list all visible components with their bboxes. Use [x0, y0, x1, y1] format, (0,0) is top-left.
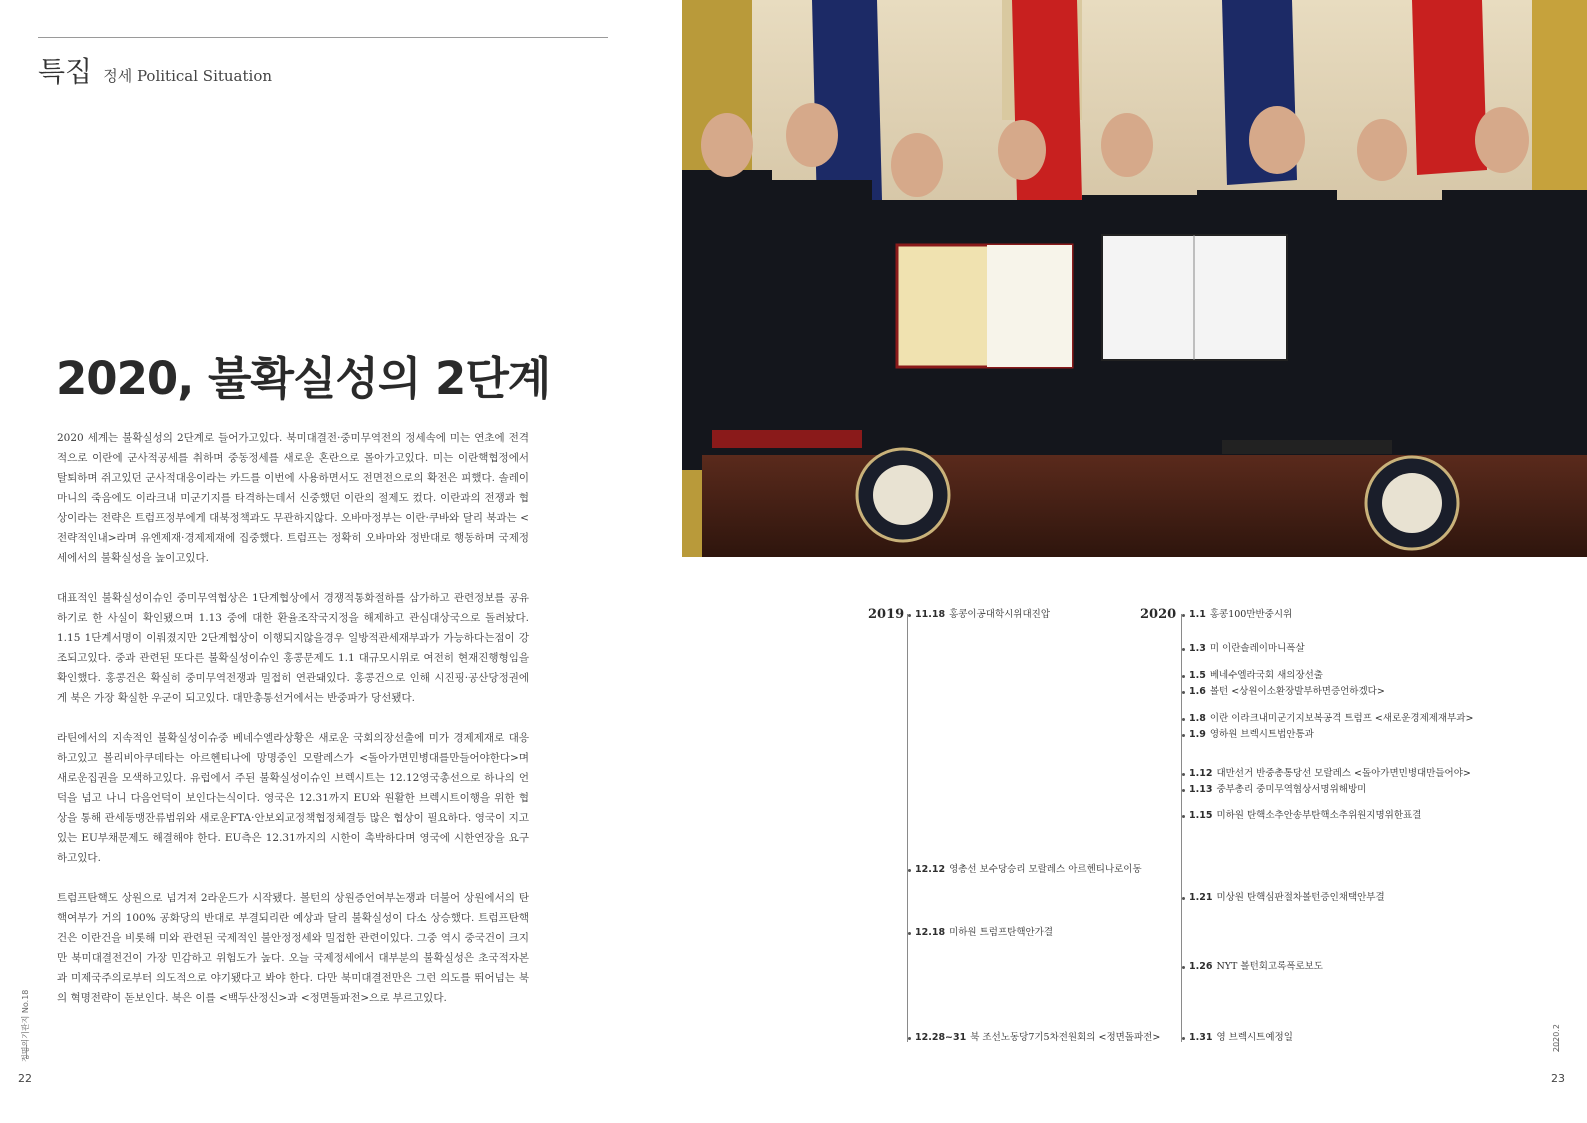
event-text: 미하원 탄핵소추안송부탄핵소추위원지명위한표결	[1216, 810, 1422, 821]
event-date: 1.15	[1189, 810, 1213, 821]
header-rule	[38, 37, 608, 38]
timeline-event-2020	[1189, 784, 1366, 796]
event-date: 12.12	[915, 864, 946, 875]
event-date: 1.1	[1189, 609, 1206, 620]
timeline-event-2020	[1189, 810, 1421, 822]
footer-left-publication: 정명의기관지 No.18	[21, 989, 30, 1062]
timeline-year-2020: 2020	[1140, 607, 1177, 622]
event-text: 홍콩100만반중시위	[1209, 609, 1293, 620]
timeline-event-2020	[1189, 643, 1305, 655]
photo-illustration	[682, 0, 1587, 557]
event-text: 홍콩이공대학시위대진압	[949, 609, 1051, 620]
body-paragraph-1: 2020 세계는 불확실성의 2단계로 들어가고있다. 북미대결전·중미무역전의 정세속에 미는 연초에 전격적으로 이란에 군사적공세를 취하며 중동정세를 새로운 혼란으로 몰아가고있다. 미는 이란핵협정에서 탈퇴하며 쥐고있던 군사적대응이라는 카드를 이번에 사용하면서도 전면전으로의 확전은 피했다. 솔레이마니의 죽음에도 이라크내 미군기지를 타격하는데서 신중했던 이란의 절제도 컸다. 이란과의 전쟁과 협상이라는 전략은 트럼프정부에게 대북정책과도 무관하지않다. 오바마정부는 이란·쿠바와 달리 북과는 <전략적인내>라며 유엔제재·경제제재에 집중했다. 트럼프는 정확히 오바마와 정반대로 행동하며 국제정세에서의 불확실성을 높이고있다.	[57, 432, 529, 564]
timeline-event-2020	[1189, 609, 1292, 621]
timeline-line-2019	[907, 614, 908, 1042]
timeline-year-2019: 2019	[868, 607, 905, 622]
timeline-event-2019	[915, 864, 1142, 876]
event-text: NYT 볼턴회고록폭로보도	[1216, 961, 1323, 972]
page-number-right: 23	[1551, 1072, 1565, 1085]
event-text: 영총선 보수당승리 모랄레스 아르헨티나로이동	[949, 864, 1142, 875]
event-date: 1.13	[1189, 784, 1213, 795]
body-paragraph-3: 라틴에서의 지속적인 불확실성이슈중 베네수엘라상황은 새로운 국회의장선출에 미가 경제제재로 대응하고있고 볼리비아쿠데타는 아르헨티나에 망명중인 모랄레스가 <돌아가면민병대를만들어야한다>며 새로운집권을 모색하고있다. 유럽에서 주된 불확실성이슈인 브렉시트는 12.12영국총선으로 하나의 언덕을 넘고 나니 다음언덕이 보인다는식이다. 영국은 12.31까지 EU와 원활한 브렉시트이행을 위한 협상을 통해 관세동맹잔류범위와 새로운FTA·안보외교정책협정체결등 많은 협상이 필요하다. 영국이 지고있는 EU부채문제도 해결해야 한다. EU측은 12.31까지의 시한이 촉박하다며 영국에 시한연장을 요구하고있다.	[57, 732, 529, 864]
event-text: 미 이란솔레이마니폭살	[1209, 643, 1305, 654]
timeline-event-2019	[915, 927, 1053, 939]
event-text: 미상원 탄핵심판절차볼턴증인채택안부결	[1216, 892, 1385, 903]
timeline-event-2020	[1189, 729, 1314, 741]
timeline-event-2020	[1189, 686, 1385, 698]
event-date: 1.5	[1189, 670, 1206, 681]
section-main: 특집	[38, 55, 93, 88]
event-text: 중부총리 중미무역협상서명위해방미	[1216, 784, 1367, 795]
timeline-event-2020	[1189, 713, 1473, 725]
event-date: 1.26	[1189, 961, 1213, 972]
event-text: 미하원 트럼프탄핵안가결	[949, 927, 1054, 938]
event-text: 영 브렉시트예정일	[1216, 1032, 1293, 1043]
timeline-event-2019	[915, 609, 1050, 621]
article-body	[57, 428, 529, 1028]
event-date: 12.18	[915, 927, 946, 938]
event-date: 1.3	[1189, 643, 1206, 654]
timeline-event-2020	[1189, 892, 1385, 904]
page-number-left: 22	[18, 1072, 32, 1085]
event-date: 12.28~31	[915, 1032, 967, 1043]
event-date: 1.21	[1189, 892, 1213, 903]
section-sub: 정세 Political Situation	[103, 67, 273, 85]
body-paragraph-4: 트럼프탄핵도 상원으로 넘겨져 2라운드가 시작됐다. 볼턴의 상원증언여부논쟁과 더불어 상원에서의 탄핵여부가 거의 100% 공화당의 반대로 부결되리란 예상과 달리 불확실성이 다소 상승했다. 트럼프탄핵건은 이란건을 비롯해 미와 관련된 국제적인 불안정정세와 밀접한 관련이있다. 그중 역시 중국건이 크지만 북미대결전건이 가장 민감하고 위험도가 높다. 오늘 국제정세에서 대부분의 불확실성은 초국적자본과 미제국주의로부터 의도적으로 야기됐다고 봐야 한다. 다만 북미대결전만은 그런 의도를 뛰어넘는 북의 혁명전략이 돋보인다. 북은 이를 <백두산정신>과 <정면돌파전>으로 부르고있다.	[57, 892, 529, 1004]
signing-ceremony-photo	[682, 0, 1587, 557]
event-text: 이란 이라크내미군기지보복공격 트럼프 <새로운경제제재부과>	[1209, 713, 1474, 724]
section-label	[38, 50, 272, 90]
event-text: 북 조선노동당7기5차전원회의 <정면돌파전>	[970, 1032, 1161, 1043]
timeline-line-2020	[1181, 614, 1182, 1042]
event-date: 1.9	[1189, 729, 1206, 740]
timeline-event-2020	[1189, 1032, 1293, 1044]
timeline-event-2020	[1189, 670, 1323, 682]
event-text: 대만선거 반중총통당선 모랄레스 <돌아가면민병대만들어야>	[1216, 768, 1471, 779]
body-paragraph-2: 대표적인 불확실성이슈인 중미무역협상은 1단계협상에서 경쟁적통화절하를 삼가하고 관련정보를 공유하기로 한 사실이 확인됐으며 1.13 중에 대한 환율조작국지정을 해제하고 관심대상국으로 돌려놨다. 1.15 1단계서명이 이뤄졌지만 2단계협상이 이행되지않을경우 일방적관세재부과가 가능하다는점이 강조되고있다. 중과 관련된 또다른 불확실성이슈인 홍콩문제도 1.1 대규모시위로 여전히 현재진행형임을 확인했다. 홍콩건은 확실히 중미무역전쟁과 밀접히 연관돼있다. 홍콩건으로 인해 시진핑·공산당정권에게 북은 가장 확실한 우군이 되고있다. 대만총통선거에서는 반중파가 당선됐다.	[57, 592, 529, 704]
footer-right-date: 2020.2	[1552, 1024, 1561, 1052]
timeline-event-2020	[1189, 961, 1323, 973]
event-date: 1.8	[1189, 713, 1206, 724]
event-date: 1.12	[1189, 768, 1213, 779]
article-headline: 2020, 불확실성의 2단계	[56, 352, 551, 405]
event-date: 1.31	[1189, 1032, 1213, 1043]
event-text: 영하원 브렉시트법안통과	[1209, 729, 1314, 740]
event-date: 11.18	[915, 609, 946, 620]
event-text: 베네수엘라국회 새의장선출	[1209, 670, 1323, 681]
event-date: 1.6	[1189, 686, 1206, 697]
event-text: 볼턴 <상원이소환장발부하면증언하겠다>	[1209, 686, 1385, 697]
timeline-event-2020	[1189, 768, 1471, 780]
timeline-event-2019	[915, 1032, 1160, 1044]
